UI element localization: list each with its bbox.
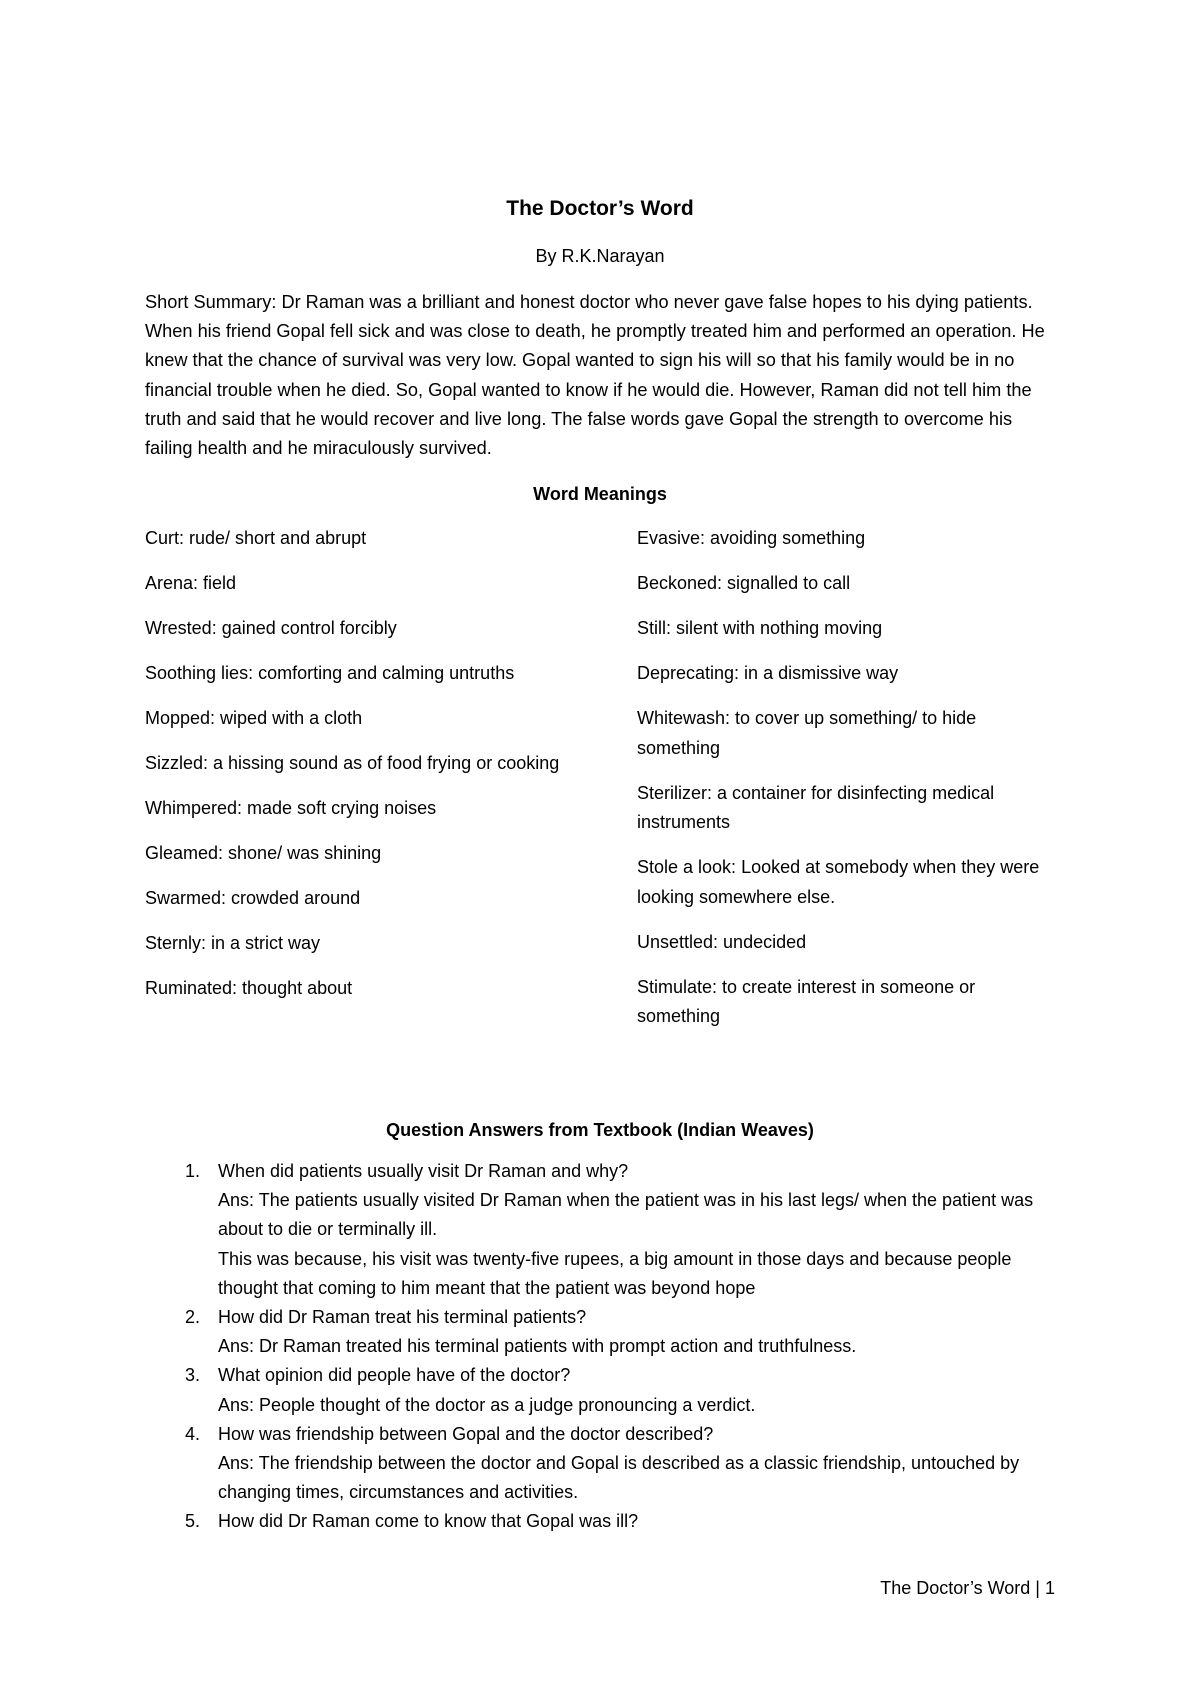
- word-meaning-item: Ruminated: thought about: [145, 978, 353, 998]
- question-number: 4.: [185, 1423, 201, 1444]
- question-answers-heading: Question Answers from Textbook (Indian Weaves): [386, 1120, 814, 1140]
- word-meaning-item: Soothing lies: comforting and calming untruths: [145, 663, 515, 683]
- word-meaning-item: Curt: rude/ short and abrupt: [145, 528, 367, 548]
- question-number: 5.: [185, 1511, 201, 1532]
- document-page: [145, 0, 1055, 1696]
- question-answer-item: [185, 1361, 1055, 1419]
- question-text: What opinion did people have of the doctor?: [218, 1365, 571, 1386]
- question-number: 1.: [185, 1161, 201, 1181]
- word-meanings-heading: Word Meanings: [533, 484, 667, 504]
- answer-text: Ans: People thought of the doctor as a judge pronouncing a verdict.: [218, 1394, 756, 1415]
- question-text: How did Dr Raman treat his terminal patients?: [218, 1307, 587, 1328]
- word-meaning-item: Whimpered: made soft crying noises: [145, 798, 437, 818]
- word-meaning-item: Stimulate: to create interest in someone or something: [637, 976, 976, 1026]
- answer-text: Ans: Dr Raman treated his terminal patients with prompt action and truthfulness.: [218, 1336, 857, 1357]
- question-answer-item: [185, 1157, 1055, 1303]
- word-meaning-item: Deprecating: in a dismissive way: [637, 663, 899, 683]
- question-answer-item: [185, 1507, 1055, 1536]
- document-author: By R.K.Narayan: [535, 246, 665, 266]
- word-meanings-right-column: [637, 524, 1055, 1047]
- question-text: How did Dr Raman come to know that Gopal was ill?: [218, 1511, 639, 1532]
- answer-text: Ans: The friendship between the doctor and Gopal is described as a classic friendship, untouched by changing times, circumstances and activities.: [218, 1453, 1020, 1503]
- question-answer-item: [185, 1420, 1055, 1508]
- short-summary: Short Summary: Dr Raman was a brilliant and honest doctor who never gave false hopes to his dying patients. When his friend Gopal fell sick and was close to death, he promptly treated him and performed an operation. He knew that the chance of survival was very low. Gopal wanted to sign his will so that his family would be in no financial trouble when he died. So, Gopal wanted to know if he would die. However, Raman did not tell him the truth and said that he would recover and live long. The false words gave Gopal the strength to overcome his failing health and he miraculously survived.: [145, 292, 1045, 459]
- word-meaning-item: Sterilizer: a container for disinfecting medical instruments: [637, 782, 995, 832]
- word-meaning-item: Whitewash: to cover up something/ to hide something: [637, 708, 977, 758]
- word-meaning-item: Evasive: avoiding something: [637, 528, 866, 548]
- word-meaning-item: Wrested: gained control forcibly: [145, 618, 397, 638]
- word-meaning-item: Stole a look: Looked at somebody when they were looking somewhere else.: [637, 857, 1040, 907]
- question-answer-item: [185, 1303, 1055, 1361]
- word-meaning-item: Mopped: wiped with a cloth: [145, 708, 363, 728]
- word-meaning-item: Sternly: in a strict way: [145, 933, 321, 953]
- question-answer-list: [185, 1157, 1055, 1537]
- word-meaning-item: Arena: field: [145, 573, 237, 593]
- word-meaning-item: Swarmed: crowded around: [145, 888, 361, 908]
- answer-text: Ans: The patients usually visited Dr Raman when the patient was in his last legs/ when the patient was about to die or terminally ill.: [218, 1190, 1034, 1240]
- word-meanings-left-column: [145, 524, 560, 1019]
- word-meaning-item: Gleamed: shone/ was shining: [145, 843, 382, 863]
- question-number: 3.: [185, 1365, 201, 1386]
- word-meaning-item: Beckoned: signalled to call: [637, 573, 851, 593]
- document-title: The Doctor’s Word: [506, 197, 694, 220]
- question-number: 2.: [185, 1307, 201, 1328]
- page-footer: The Doctor’s Word | 1: [880, 1578, 1055, 1598]
- word-meaning-item: Sizzled: a hissing sound as of food frying or cooking: [145, 753, 560, 773]
- word-meaning-item: Still: silent with nothing moving: [637, 618, 883, 638]
- question-text: When did patients usually visit Dr Raman and why?: [218, 1161, 629, 1181]
- word-meaning-item: Unsettled: undecided: [637, 931, 807, 952]
- answer-text: This was because, his visit was twenty-five rupees, a big amount in those days and because people thought that coming to him meant that the patient was beyond hope: [218, 1248, 1012, 1298]
- question-text: How was friendship between Gopal and the doctor described?: [218, 1423, 714, 1444]
